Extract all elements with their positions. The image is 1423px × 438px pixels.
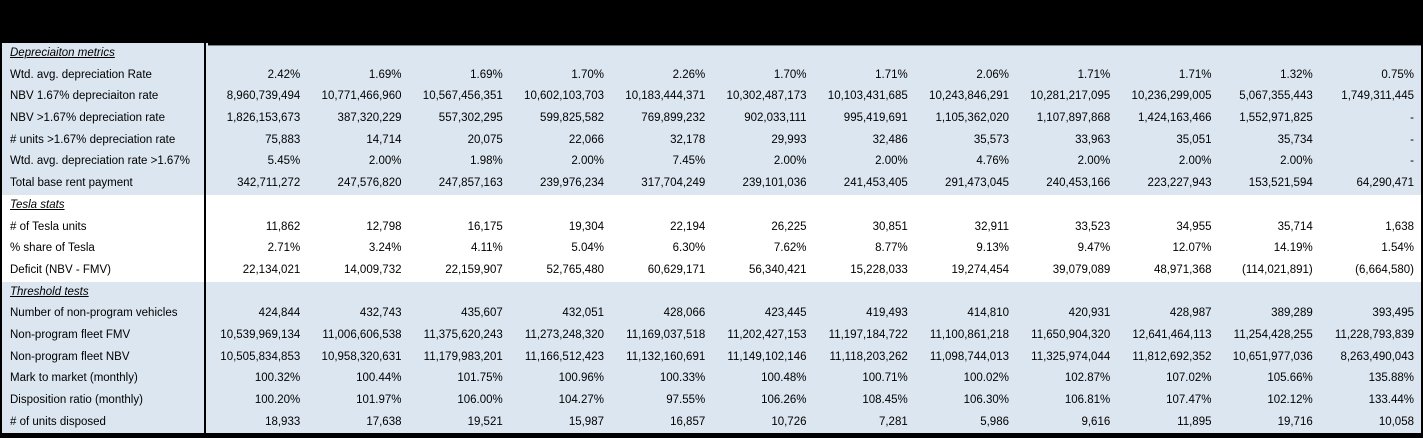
table-row (2, 260, 1421, 282)
cell-value[interactable]: 11,197,184,722 (828, 328, 908, 341)
cell-value[interactable]: 11,166,512,423 (524, 350, 604, 363)
row-label[interactable]: NBV >1.67% depreciation rate (2, 108, 206, 130)
row-label[interactable]: Total base rent payment (2, 173, 206, 195)
cell-value[interactable]: 2.00% (1077, 155, 1111, 168)
cell-value[interactable]: 14.19% (1273, 242, 1313, 255)
table-row (2, 130, 1421, 152)
table-row (2, 173, 1421, 195)
table-row (2, 368, 1421, 390)
cell-value[interactable]: 11,202,427,153 (727, 328, 807, 341)
cell-value[interactable] (307, 43, 408, 65)
cell-value[interactable]: 1,638 (1385, 220, 1414, 233)
cell-value[interactable]: 33,963 (1075, 133, 1111, 146)
section-title[interactable]: Depreciaiton metrics (2, 43, 206, 65)
cell-value[interactable]: 11,862 (265, 220, 301, 233)
cell-value[interactable]: 432,051 (562, 307, 604, 320)
cell-value[interactable]: 2.00% (368, 155, 402, 168)
cell-value[interactable]: 393,495 (1372, 307, 1414, 320)
cell-value[interactable]: 11,118,203,262 (829, 350, 908, 363)
cell-value[interactable]: 18,933 (265, 415, 301, 428)
cell-value[interactable] (611, 195, 712, 217)
cell-value[interactable]: 100.33% (659, 372, 706, 385)
cell-value[interactable] (915, 43, 1016, 65)
cell-value[interactable]: 12.07% (1172, 242, 1212, 255)
cell-value[interactable]: 107.02% (1166, 372, 1212, 385)
cell-value[interactable]: 100.48% (761, 372, 807, 385)
cell-value[interactable]: 32,178 (670, 133, 706, 146)
row-label[interactable]: # of Tesla units (2, 217, 206, 239)
cell-value[interactable]: (114,021,891) (1241, 263, 1313, 276)
cell-value[interactable]: 16,857 (670, 415, 706, 428)
cell-value[interactable]: 19,274,454 (951, 263, 1009, 276)
cell-value[interactable]: 35,734 (1277, 133, 1313, 146)
cell-value[interactable]: 247,576,820 (337, 177, 402, 190)
cell-value[interactable] (915, 195, 1016, 217)
cell-value[interactable]: 10,539,969,134 (220, 328, 301, 341)
table-body (2, 43, 1421, 433)
cell-value[interactable] (712, 195, 813, 217)
cell-value[interactable]: 1.69% (470, 68, 503, 81)
cell-value[interactable] (409, 43, 510, 65)
cell-value[interactable]: - (1410, 133, 1414, 146)
cell-value[interactable] (611, 43, 712, 65)
cell-value[interactable] (510, 195, 611, 217)
cell-value[interactable] (712, 43, 813, 65)
row-label[interactable]: Mark to market (monthly) (2, 368, 206, 390)
cell-value[interactable]: 239,976,234 (540, 177, 604, 190)
cell-value[interactable]: 5,986 (980, 415, 1009, 428)
cell-value[interactable]: 2.71% (267, 242, 301, 255)
cell-value[interactable]: 1.71% (1178, 68, 1212, 81)
cell-value[interactable]: 19,716 (1277, 415, 1313, 428)
cell-value[interactable]: 247,857,163 (438, 177, 503, 190)
cell-value[interactable]: 11,100,861,218 (929, 328, 1009, 341)
cell-value[interactable] (814, 282, 915, 304)
cell-value[interactable] (510, 282, 611, 304)
cell-value[interactable]: 11,132,160,691 (626, 350, 706, 363)
cell-value[interactable]: 100.44% (356, 372, 402, 385)
section-header-row (2, 43, 1421, 65)
cell-value[interactable] (307, 282, 408, 304)
cell-value[interactable]: 35,051 (1176, 133, 1212, 146)
cell-value[interactable]: 133.44% (1368, 394, 1414, 406)
cell-value[interactable]: 342,711,272 (237, 177, 301, 190)
cell-value[interactable]: 420,931 (1068, 307, 1111, 320)
cell-value[interactable] (206, 282, 307, 304)
cell-value[interactable]: 240,453,166 (1046, 177, 1111, 190)
table-row (2, 412, 1421, 434)
cell-value[interactable]: 11,895 (1177, 415, 1212, 428)
cell-value[interactable]: (6,664,580) (1355, 263, 1414, 276)
cell-value[interactable]: 10,958,320,631 (321, 350, 402, 363)
cell-value[interactable]: 4.76% (976, 155, 1009, 168)
cell-value[interactable]: 239,101,036 (742, 177, 807, 190)
cell-value[interactable] (1117, 195, 1218, 217)
cell-value[interactable]: 389,289 (1271, 307, 1313, 320)
cell-value[interactable]: 1.69% (368, 68, 402, 81)
row-label[interactable]: Wtd. avg. depreciation rate >1.67% (2, 151, 206, 173)
cell-value[interactable]: 10,281,217,095 (1030, 90, 1111, 103)
cell-value[interactable]: 100.02% (963, 372, 1009, 385)
cell-value[interactable]: 1,552,971,825 (1239, 112, 1313, 125)
cell-value[interactable]: 153,521,594 (1248, 177, 1313, 190)
cell-value[interactable]: 16,175 (467, 220, 503, 233)
cell-value[interactable] (1016, 282, 1117, 304)
cell-value[interactable]: 11,273,248,320 (524, 328, 604, 341)
cell-value[interactable]: 428,987 (1169, 307, 1212, 320)
cell-value[interactable]: 106.81% (1064, 394, 1111, 406)
cell-value[interactable]: 8,960,739,494 (226, 90, 301, 103)
cell-value[interactable]: 20,075 (467, 133, 503, 146)
cell-value[interactable]: 11,169,037,518 (626, 328, 706, 341)
cell-value[interactable]: 14,009,732 (343, 263, 402, 276)
cell-value[interactable]: 48,971,368 (1153, 263, 1212, 276)
cell-value[interactable]: 105.66% (1267, 372, 1313, 385)
cell-value[interactable]: 39,079,089 (1052, 263, 1111, 276)
cell-value[interactable]: 902,033,111 (744, 112, 807, 125)
cell-value[interactable]: 8,263,490,043 (1340, 350, 1414, 363)
cell-value[interactable]: 995,419,691 (843, 112, 908, 125)
cell-value[interactable]: 34,955 (1176, 220, 1212, 233)
cell-value[interactable]: 15,228,033 (850, 263, 908, 276)
cell-value[interactable]: 11,179,983,201 (423, 350, 503, 363)
cell-value[interactable]: 2.06% (976, 68, 1009, 81)
cell-value[interactable]: 241,453,405 (843, 177, 908, 190)
cell-value[interactable]: 1.70% (571, 68, 604, 81)
cell-value[interactable]: 9,616 (1081, 415, 1111, 428)
cell-value[interactable] (409, 282, 510, 304)
cell-value[interactable]: - (1410, 155, 1414, 168)
cell-value[interactable] (307, 195, 408, 217)
cell-value[interactable]: 2.00% (1280, 155, 1313, 168)
cell-value[interactable]: 435,607 (461, 307, 503, 320)
cell-value[interactable]: 104.27% (558, 394, 604, 406)
cell-value[interactable] (1219, 282, 1320, 304)
cell-value[interactable]: 1,826,153,673 (226, 112, 301, 125)
cell-value[interactable]: 317,704,249 (641, 177, 706, 190)
row-label[interactable]: NBV 1.67% depreciaiton rate (2, 86, 206, 108)
cell-value[interactable]: 10,651,977,036 (1232, 350, 1313, 363)
cell-value[interactable]: 52,765,480 (546, 263, 604, 276)
cell-value[interactable]: 3.24% (368, 242, 402, 255)
cell-value[interactable]: 12,641,464,113 (1132, 328, 1212, 341)
cell-value[interactable]: 5.04% (571, 242, 604, 255)
cell-value[interactable]: 11,375,620,243 (423, 328, 503, 341)
cell-value[interactable]: 10,236,299,005 (1131, 90, 1212, 103)
cell-value[interactable]: 14,714 (366, 133, 402, 146)
table-row (2, 151, 1421, 173)
cell-value[interactable]: 100.32% (254, 372, 301, 385)
cell-value[interactable]: 64,290,471 (1356, 177, 1414, 190)
cell-value[interactable]: 5,067,355,443 (1239, 90, 1313, 103)
cell-value[interactable]: 19,521 (467, 415, 503, 428)
cell-value[interactable] (1219, 43, 1320, 65)
cell-value[interactable]: 9.13% (976, 242, 1009, 255)
section-header-row (2, 282, 1421, 304)
cell-value[interactable]: 60,629,171 (647, 263, 706, 276)
cell-value[interactable] (1320, 195, 1421, 217)
cell-value[interactable]: 75,883 (265, 133, 301, 146)
cell-value[interactable] (1016, 195, 1117, 217)
cell-value[interactable]: 100.96% (558, 372, 604, 385)
row-label[interactable]: # of units disposed (2, 412, 206, 434)
cell-value[interactable]: 10,771,466,960 (321, 90, 402, 103)
cell-value[interactable]: 10,567,456,351 (422, 90, 503, 103)
cell-value[interactable]: 7.45% (672, 155, 706, 168)
cell-value[interactable]: 32,911 (974, 220, 1009, 233)
cell-value[interactable]: 102.87% (1064, 372, 1111, 385)
section-title[interactable]: Tesla stats (2, 195, 206, 217)
cell-value[interactable]: 2.26% (672, 68, 706, 81)
cell-value[interactable]: 10,726 (771, 415, 807, 428)
cell-value[interactable]: 419,493 (866, 307, 908, 320)
cell-value[interactable]: 100.71% (862, 372, 908, 385)
table-row (2, 238, 1421, 260)
cell-value[interactable] (206, 195, 307, 217)
table-row (2, 217, 1421, 239)
cell-value[interactable] (1016, 43, 1117, 65)
cell-value[interactable]: 1.32% (1280, 68, 1313, 81)
row-label[interactable]: # units >1.67% depreciation rate (2, 130, 206, 152)
cell-value[interactable] (915, 282, 1016, 304)
cell-value[interactable]: 15,987 (568, 415, 604, 428)
cell-value[interactable] (510, 43, 611, 65)
cell-value[interactable]: 106.30% (963, 394, 1009, 406)
row-label[interactable]: Non-program fleet FMV (2, 325, 206, 347)
cell-value[interactable]: 10,505,834,853 (220, 350, 301, 363)
cell-value[interactable]: 599,825,582 (540, 112, 604, 125)
cell-value[interactable]: 10,243,846,291 (929, 90, 1009, 103)
cell-value[interactable]: 29,993 (771, 133, 807, 146)
row-label[interactable]: Disposition ratio (monthly) (2, 390, 206, 412)
cell-value[interactable]: 10,103,431,685 (827, 90, 908, 103)
cell-value[interactable] (712, 282, 813, 304)
cell-value[interactable] (814, 195, 915, 217)
cell-value[interactable]: 7,281 (878, 415, 908, 428)
table-row (2, 347, 1421, 369)
cell-value[interactable] (1117, 43, 1218, 65)
cell-value[interactable]: 12,798 (366, 220, 402, 233)
cell-value[interactable]: 30,851 (872, 220, 908, 233)
cell-value[interactable]: 19,304 (568, 220, 604, 233)
row-label[interactable]: % share of Tesla (2, 238, 206, 260)
cell-value[interactable]: 22,134,021 (242, 263, 301, 276)
cell-value[interactable]: 7.62% (773, 242, 807, 255)
row-label[interactable]: Non-program fleet NBV (2, 347, 206, 369)
table-row (2, 303, 1421, 325)
cell-value[interactable]: 11,228,793,839 (1334, 328, 1414, 341)
cell-value[interactable]: 10,602,103,703 (524, 90, 604, 103)
cell-value[interactable]: 32,486 (872, 133, 908, 146)
cell-value[interactable]: 135.88% (1368, 372, 1414, 385)
cell-value[interactable]: 6.30% (672, 242, 706, 255)
cell-value[interactable]: 22,066 (568, 133, 604, 146)
cell-value[interactable]: 101.75% (457, 372, 503, 385)
header-bar-data-columns (208, 0, 1421, 46)
cell-value[interactable]: 414,810 (967, 307, 1009, 320)
cell-value[interactable]: 108.45% (862, 394, 908, 406)
cell-value[interactable]: 107.47% (1166, 394, 1212, 406)
cell-value[interactable] (814, 43, 915, 65)
cell-value[interactable]: 2.00% (875, 155, 908, 168)
cell-value[interactable]: 35,573 (973, 133, 1009, 146)
cell-value[interactable]: 1.71% (875, 68, 908, 81)
cell-value[interactable]: 2.00% (773, 155, 807, 168)
cell-value[interactable]: 428,066 (663, 307, 706, 320)
cell-value[interactable]: 2.00% (1178, 155, 1212, 168)
section-title[interactable]: Threshold tests (2, 282, 206, 304)
cell-value[interactable]: 101.97% (356, 394, 402, 406)
cell-value[interactable]: 5.45% (267, 155, 301, 168)
cell-value[interactable] (611, 282, 712, 304)
cell-value[interactable]: 557,302,295 (438, 112, 503, 125)
cell-value[interactable]: 2.42% (267, 68, 301, 81)
cell-value[interactable]: 1.54% (1381, 242, 1414, 255)
cell-value[interactable]: 106.26% (761, 394, 807, 406)
cell-value[interactable]: 35,714 (1277, 220, 1313, 233)
cell-value[interactable]: 1,424,163,466 (1137, 112, 1212, 125)
cell-value[interactable]: 1,105,362,020 (935, 112, 1009, 125)
cell-value[interactable]: 11,254,428,255 (1233, 328, 1313, 341)
cell-value[interactable]: 769,899,232 (641, 112, 706, 125)
cell-value[interactable]: 424,844 (258, 307, 301, 320)
cell-value[interactable]: 432,743 (359, 307, 402, 320)
cell-value[interactable]: 11,098,744,013 (929, 350, 1009, 363)
cell-value[interactable]: 1,107,897,868 (1036, 112, 1111, 125)
cell-value[interactable]: 56,340,421 (748, 263, 807, 276)
cell-value[interactable]: 223,227,943 (1147, 177, 1212, 190)
table-row (2, 65, 1421, 87)
cell-value[interactable]: 1,749,311,445 (1341, 90, 1414, 103)
cell-value[interactable] (1320, 282, 1421, 304)
cell-value[interactable]: - (1410, 112, 1414, 125)
row-label[interactable]: Wtd. avg. depreciation Rate (2, 65, 206, 87)
cell-value[interactable]: 423,445 (764, 307, 807, 320)
cell-value[interactable]: 1.70% (773, 68, 807, 81)
cell-value[interactable]: 17,638 (366, 415, 402, 428)
cell-value[interactable] (1219, 195, 1320, 217)
row-label[interactable]: Deficit (NBV - FMV) (2, 260, 206, 282)
cell-value[interactable]: 97.55% (666, 394, 706, 406)
cell-value[interactable]: 11,325,974,044 (1031, 350, 1111, 363)
cell-value[interactable] (409, 195, 510, 217)
cell-value[interactable]: 0.75% (1381, 68, 1414, 81)
section-header-row (2, 195, 1421, 217)
cell-value[interactable]: 8.77% (875, 242, 908, 255)
cell-value[interactable]: 1.71% (1077, 68, 1111, 81)
cell-value[interactable]: 9.47% (1077, 242, 1111, 255)
cell-value[interactable]: 100.20% (254, 394, 301, 406)
cell-value[interactable] (206, 43, 307, 65)
cell-value[interactable]: 11,006,606,538 (322, 328, 402, 341)
cell-value[interactable]: 22,194 (670, 220, 706, 233)
cell-value[interactable]: 10,058 (1378, 415, 1414, 428)
cell-value[interactable]: 291,473,045 (945, 177, 1009, 190)
cell-value[interactable]: 11,149,102,146 (727, 350, 807, 363)
cell-value[interactable]: 106.00% (457, 394, 503, 406)
cell-value[interactable] (1117, 282, 1218, 304)
table-row (2, 86, 1421, 108)
cell-value[interactable]: 10,183,444,371 (625, 90, 706, 103)
cell-value[interactable]: 11,650,904,320 (1031, 328, 1111, 341)
cell-value[interactable]: 1.98% (470, 155, 503, 168)
cell-value[interactable]: 22,159,907 (445, 263, 503, 276)
cell-value[interactable]: 102.12% (1267, 394, 1313, 406)
row-label[interactable]: Number of non-program vehicles (2, 303, 206, 325)
cell-value[interactable]: 33,523 (1075, 220, 1111, 233)
table-row (2, 390, 1421, 412)
cell-value[interactable]: 2.00% (571, 155, 604, 168)
cell-value[interactable]: 387,320,229 (337, 112, 402, 125)
cell-value[interactable]: 10,302,487,173 (726, 90, 807, 103)
cell-value[interactable]: 26,225 (771, 220, 807, 233)
table-row (2, 108, 1421, 130)
cell-value[interactable]: 11,812,692,352 (1132, 350, 1212, 363)
cell-value[interactable] (1320, 43, 1421, 65)
cell-value[interactable]: 4.11% (470, 242, 503, 255)
table-row (2, 325, 1421, 347)
